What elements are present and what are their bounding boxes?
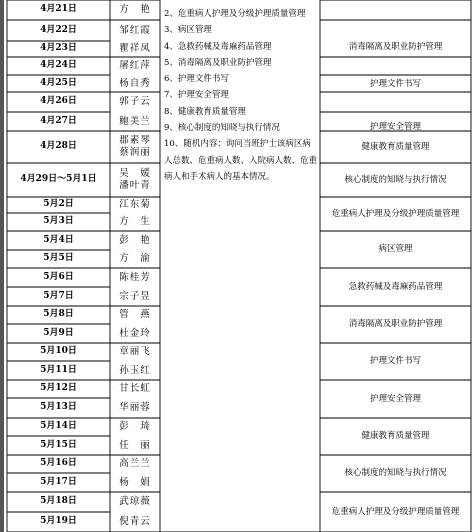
nurse-names-cell [110, 131, 160, 163]
nurse-names-cell [110, 163, 160, 197]
nurse-names-cell [110, 361, 160, 380]
nurse-name: 杜金玲 [119, 327, 151, 339]
nurse-name: 郭子云 [119, 96, 151, 108]
date-cell: 5月14日 [40, 421, 77, 432]
nurse-name: 彭 艳 [119, 234, 151, 246]
inspection-topic-cell: 消毒隔离及职业防护管理 [348, 319, 443, 330]
date-cell: 4月26日 [40, 96, 77, 107]
nurse-names-cell [110, 324, 160, 343]
inspection-topic-cell: 急救药械及毒麻药品管理 [348, 281, 443, 292]
inspection-topic-cell: 核心制度的知晓与执行情况 [344, 174, 447, 185]
nurse-names-cell [110, 287, 160, 306]
nurse-name: 潘叶青 [119, 180, 151, 191]
date-cell: 5月2日 [43, 199, 74, 210]
nurse-names-cell [110, 306, 160, 324]
nurse-names-cell [110, 0, 160, 20]
inspection-item: 9、核心制度的知晓与执行情况 [164, 123, 280, 134]
nurse-names-cell [110, 268, 160, 287]
nurse-names-cell [110, 57, 160, 75]
inspection-item: 8、健康教育质量管理 [164, 106, 246, 117]
nurse-name: 江东菊 [119, 199, 151, 211]
nurse-name: 华丽蓉 [119, 402, 151, 414]
nurse-name: 杨 娟 [119, 476, 151, 488]
inspection-topic-cell: 护理文件书写 [369, 79, 421, 90]
date-cell: 4月29日～5月1日 [20, 174, 97, 185]
date-cell: 5月12日 [40, 383, 77, 394]
date-cell: 4月22日 [40, 24, 77, 35]
inspection-item: 6、护理文件书写 [164, 74, 229, 85]
date-cell: 4月23日 [40, 43, 77, 54]
nurse-name: 屠红萍 [119, 60, 151, 72]
nurse-names-cell [110, 20, 160, 41]
nurse-name: 吴 媛 [119, 168, 151, 180]
date-cell: 5月18日 [40, 496, 77, 507]
date-cell: 5月13日 [40, 402, 77, 413]
inspection-topic-cell: 危重病人护理及分级护理质量管理 [331, 506, 460, 517]
inspection-topic-cell: 核心制度的知晓与执行情况 [344, 468, 447, 479]
date-cell: 5月9日 [43, 327, 74, 338]
nurse-names-cell [110, 512, 160, 532]
nurse-name: 管 燕 [119, 309, 151, 321]
nurse-name: 方 渝 [119, 253, 151, 265]
date-cell: 5月16日 [40, 458, 77, 469]
date-cell: 4月28日 [40, 141, 77, 152]
nurse-names-cell [110, 380, 160, 398]
nurse-names-cell [110, 41, 160, 57]
nurse-name: 高兰兰 [119, 458, 151, 470]
date-cell: 5月19日 [40, 516, 77, 527]
nurse-name: 武琼薇 [119, 496, 151, 508]
nurse-name: 陈桂芳 [119, 271, 151, 283]
date-cell: 5月10日 [40, 346, 77, 357]
nurse-name: 邹红霞 [119, 24, 151, 36]
nurse-names-cell [110, 398, 160, 418]
nurse-names-cell [110, 92, 160, 112]
date-cell: 5月11日 [40, 364, 77, 375]
inspection-topic-cell: 消毒隔离及职业防护管理 [348, 42, 443, 53]
nurse-name: 彭 琦 [119, 421, 151, 433]
nurse-names-cell [110, 197, 160, 213]
nurse-name: 任 丽 [119, 439, 151, 451]
nurse-names-cell [110, 492, 160, 512]
nurse-name: 方 艳 [119, 4, 151, 16]
inspection-item: 3、病区管理 [164, 25, 212, 36]
nurse-names-cell [110, 473, 160, 492]
nurse-names-cell [110, 436, 160, 455]
nurse-names-cell [110, 112, 160, 131]
date-cell: 5月8日 [43, 309, 74, 320]
inspection-topic-cell: 护理文件书写 [369, 356, 421, 367]
inspection-item: 5、消毒隔离及职业防护管理 [164, 57, 272, 68]
inspection-topic-cell: 护理安全管理 [369, 393, 421, 404]
inspection-item: 10、随机内容：询问当班护士该病区病人总数、危重病人数、入院病人数、危重病人和手术病人的基本情况。 [164, 139, 318, 182]
nurse-names-cell [110, 455, 160, 473]
nurse-names-cell [110, 250, 160, 268]
inspection-topic-cell: 护理安全管理 [369, 122, 421, 133]
date-cell: 5月17日 [40, 476, 77, 487]
nurse-name: 甘长虹 [119, 383, 151, 395]
inspection-topic-cell: 危重病人护理及分级护理质量管理 [331, 208, 460, 219]
nurse-names-cell [110, 213, 160, 231]
date-cell: 4月24日 [40, 60, 77, 71]
inspection-topic-cell: 健康教育质量管理 [361, 141, 430, 152]
page-gutter [0, 0, 4, 532]
nurse-name: 倪青云 [119, 516, 151, 528]
inspection-topic-cell: 健康教育质量管理 [361, 431, 430, 442]
nurse-names-cell [110, 231, 160, 250]
inspection-item: 7、护理安全管理 [164, 90, 229, 101]
nurse-names-cell [110, 75, 160, 92]
inspection-topic-cell: 病区管理 [378, 244, 413, 255]
nurse-name: 方 生 [119, 216, 151, 228]
date-cell: 5月6日 [43, 271, 74, 282]
date-cell: 5月5日 [43, 253, 74, 264]
date-cell: 4月27日 [40, 115, 77, 126]
inspection-items-list [160, 6, 320, 532]
nurse-name: 郡素琴 [119, 135, 151, 147]
nurse-name: 宗子昱 [119, 290, 151, 302]
inspection-item: 4、急救药械及毒麻药品管理 [164, 41, 272, 52]
date-cell: 4月21日 [40, 4, 77, 15]
nurse-name: 瞿祥凤 [119, 43, 151, 55]
nurse-name: 章丽飞 [119, 346, 151, 358]
nurse-names-cell [110, 418, 160, 436]
date-cell: 5月4日 [43, 234, 74, 245]
nurse-name: 杨自秀 [119, 77, 151, 89]
nurse-name: 蔡润丽 [119, 147, 151, 158]
nurse-name: 孙玉红 [119, 364, 151, 376]
date-cell: 5月15日 [40, 439, 77, 450]
date-cell: 5月3日 [43, 216, 74, 227]
date-cell: 4月25日 [40, 77, 77, 88]
inspection-item: 2、危重病人护理及分级护理质量管理 [164, 9, 306, 19]
nurse-name: 鲍美兰 [119, 115, 151, 127]
nurse-names-cell [110, 343, 160, 361]
date-cell: 5月7日 [43, 290, 74, 301]
